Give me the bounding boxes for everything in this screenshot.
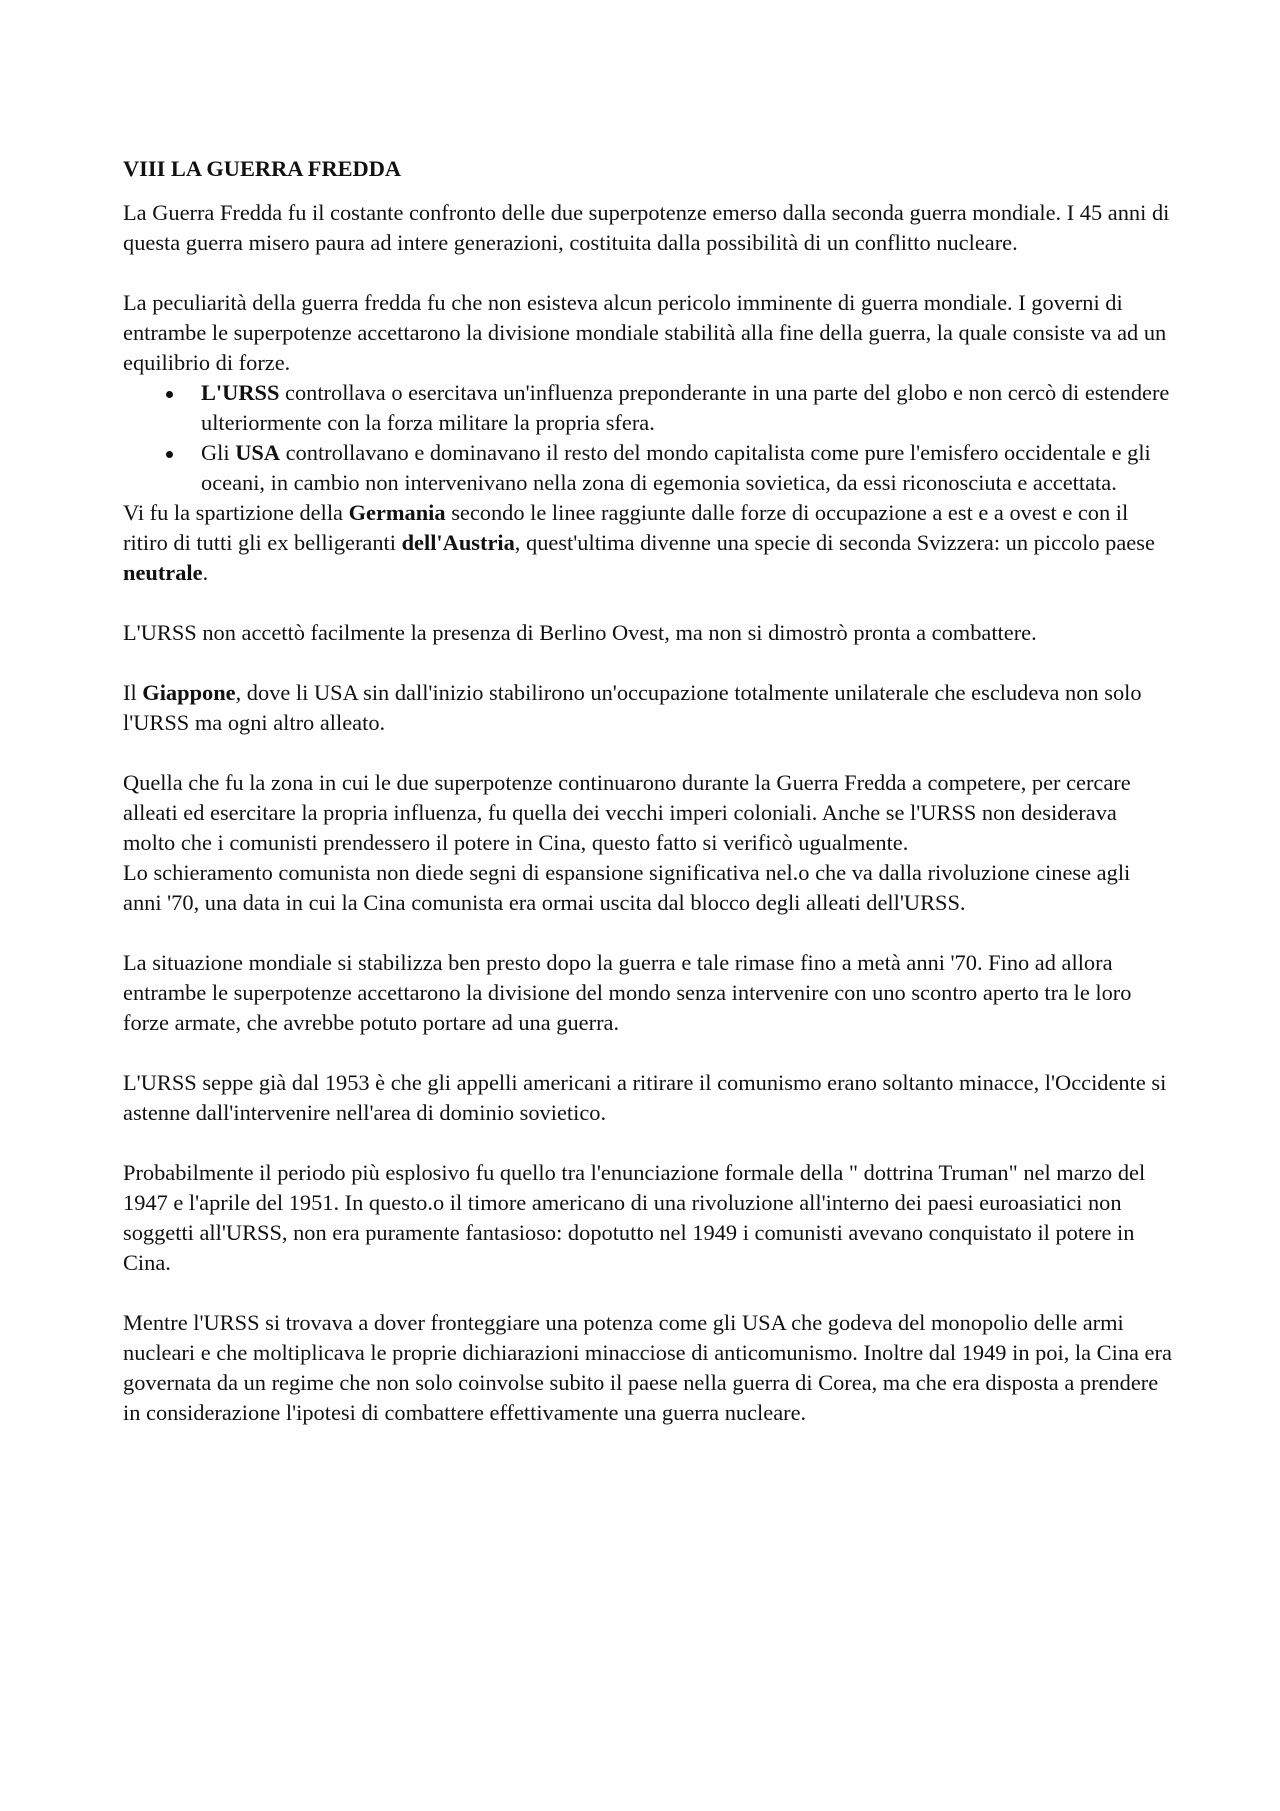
bold-austria: dell'Austria [401,530,515,555]
document-body [123,154,1173,1428]
text-run: Vi fu la spartizione della [123,500,349,525]
paragraph-japan [123,678,1173,738]
paragraph-intro: La Guerra Fredda fu il costante confronto delle due superpotenze emerso dalla seconda guerra mondiale. I 45 anni di questa guerra misero paura ad intere generazioni, costituita dalla possibilità di un conflitto nucleare. [123,200,1170,255]
paragraph-colonial: Quella che fu la zona in cui le due superpotenze continuarono durante la Guerra Fredda a competere, per cercare alleati ed esercitare la propria influenza, fu quella dei vecchi imperi coloniali. Anche se l'URSS non desiderava molto che i comunisti prendessero il potere in Cina, questo fatto si verificò ugualmente. [123,770,1131,855]
paragraph-stabilization: La situazione mondiale si stabilizza ben presto dopo la guerra e tale rimase fino a metà anni '70. Fino ad allora entrambe le superpotenze accettarono la divisione del mondo senza intervenire con uno scontro aperto tra le loro forze armate, che avrebbe potuto portare ad una guerra. [123,950,1132,1035]
paragraph-germany [123,498,1173,588]
bullet-item-urss [123,378,1173,438]
text-run: secondo le linee raggiunte dalle forze di occupazione a est e a ovest e con il ritiro di tutti gli ex belligeranti [123,500,1129,555]
text-run: , quest'ultima divenne una specie di seconda Svizzera: un piccolo paese [514,530,1155,555]
bold-giappone: Giappone [142,680,236,705]
bullet-dot-icon [166,391,173,398]
bullet-dot-icon [166,451,173,458]
text-run: , dove li USA sin dall'inizio stabilirono un'occupazione totalmente unilaterale che escludeva non solo l'URSS ma ogni altro alleato. [123,680,1142,735]
chapter-title: VIII LA GUERRA FREDDA [123,156,402,181]
bullet-usa-bold: USA [235,440,281,465]
bullet-usa-text: controllavano e dominavano il resto del mondo capitalista come pure l'emisfero occidentale e gli oceani, in cambio non intervenivano nella zona di egemonia sovietica, da essi riconosciuta e accettata. [201,440,1151,495]
text-run: Il [123,680,143,705]
paragraph-peculiarity: La peculiarità della guerra fredda fu che non esisteva alcun pericolo imminente di guerra mondiale. I governi di entrambe le superpotenze accettarono la divisione mondiale stabilità alla fine della guerra, la quale consiste va ad un equilibrio di forze. [123,290,1167,375]
bold-germania: Germania [348,500,446,525]
bullet-urss-bold: L'URSS [201,380,280,405]
bullet-usa-pre: Gli [201,440,236,465]
bullet-list [123,378,1173,498]
paragraph-communist-expansion: Lo schieramento comunista non diede segni di espansione significativa nel.o che va dalla rivoluzione cinese agli anni '70, una data in cui la Cina comunista era ormai uscita dal blocco degli alleati dell'URSS. [123,860,1131,915]
paragraph-nuclear: Mentre l'URSS si trovava a dover fronteggiare una potenza come gli USA che godeva del monopolio delle armi nucleari e che moltiplicava le proprie dichiarazioni minacciose di anticomunismo. Inoltre dal 1949 in poi, la Cina era governata da un regime che non solo coinvolse subito il paese nella guerra di Corea, ma che era disposta a prendere in considerazione l'ipotesi di combattere effettivamente una guerra nucleare. [123,1310,1172,1425]
bold-neutrale: neutrale [123,560,203,585]
paragraph-1953: L'URSS seppe già dal 1953 è che gli appelli americani a ritirare il comunismo erano soltanto minacce, l'Occidente si astenne dall'intervenire nell'area di dominio sovietico. [123,1070,1167,1125]
paragraph-truman: Probabilmente il periodo più esplosivo fu quello tra l'enunciazione formale della " dottrina Truman" nel marzo del 1947 e l'aprile del 1951. In questo.o il timore americano di una rivoluzione all'interno dei paesi euroasiatici non soggetti all'URSS, non era puramente fantasioso: dopotutto nel 1949 i comunisti avevano conquistato il potere in Cina. [123,1160,1146,1275]
bullet-item-usa [123,438,1173,498]
paragraph-berlin: L'URSS non accettò facilmente la presenza di Berlino Ovest, ma non si dimostrò pronta a combattere. [123,620,1037,645]
bullet-urss-text: controllava o esercitava un'influenza preponderante in una parte del globo e non cercò di estendere ulteriormente con la forza militare la propria sfera. [201,380,1170,435]
text-run: . [202,560,209,585]
